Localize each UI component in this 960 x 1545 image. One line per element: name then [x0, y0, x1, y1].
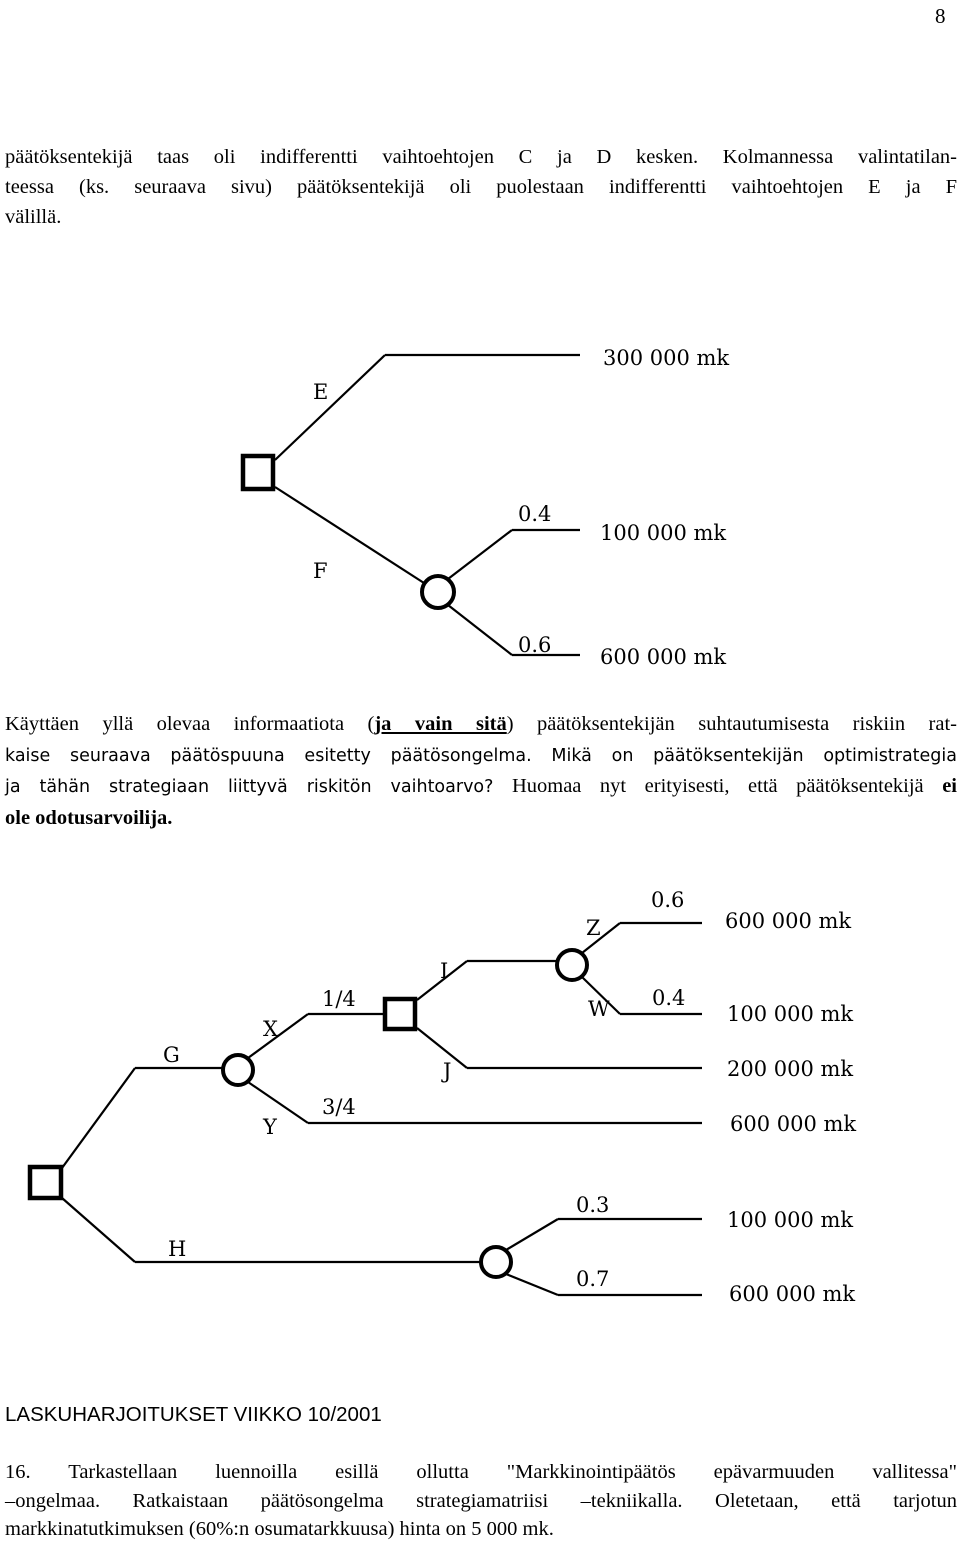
label-j: J [443, 1059, 452, 1083]
page-number: 8 [935, 4, 946, 28]
prob-h1: 0.3 [576, 1193, 610, 1217]
task-line-2 [5, 740, 957, 772]
prob-z: 0.6 [651, 888, 685, 912]
task-paragraph [5, 709, 957, 833]
label-h: H [168, 1237, 187, 1261]
chance-node-g [223, 1055, 253, 1085]
payoff-j: 200 000 mk [727, 1057, 854, 1081]
task-text-sans: Mikä on päätöksentekijän optimistrategia [531, 745, 957, 766]
label-w: W [588, 997, 610, 1021]
payoff-w: 100 000 mk [727, 1002, 854, 1026]
chance-node-h [481, 1247, 511, 1277]
exercise-line-3: markkinatutkimuksen (60%:n osumatarkkuusa) hinta on 5 000 mk. [5, 1518, 554, 1540]
intro-line-2: teessa (ks. seuraava sivu) päätöksentekijä oli puolestaan indifferentti vaihtoehtojen E ja F [5, 176, 957, 198]
prob-x: 1/4 [322, 987, 356, 1011]
label-g: G [163, 1043, 180, 1067]
prob-h2: 0.7 [576, 1267, 610, 1291]
task-line-3 [5, 771, 957, 803]
task-line-1 [5, 709, 957, 740]
task-line-4: ole odotusarvoilija. [5, 806, 173, 829]
payoff-e: 300 000 mk [603, 346, 730, 370]
intro-line-1: päätöksentekijä taas oli indifferentti vaihtoehtojen C ja D kesken. Kolmannessa valintatilan- [5, 146, 957, 168]
decision-node-root [30, 1167, 61, 1198]
exercise-line-1: 16. Tarkastellaan luennoilla esillä ollutta "Markkinointipäätös epävarmuuden vallitessa" [5, 1461, 957, 1483]
task-text-bold: ei [942, 775, 957, 797]
payoff-h1: 100 000 mk [727, 1208, 854, 1232]
task-text-sans: kaise seuraava päätöspuuna esitetty päätösongelma. [5, 745, 532, 766]
label-y: Y [263, 1115, 277, 1139]
payoff-f-low: 600 000 mk [600, 645, 727, 669]
label-f: F [313, 559, 328, 583]
label-z: Z [586, 916, 601, 940]
label-i: I [440, 959, 449, 983]
exercise-paragraph [5, 1458, 957, 1544]
task-text: ) päätöksentekijän suhtautumisesta riskiin rat- [506, 713, 957, 735]
task-text: Huomaa nyt erityisesti, että päätöksentekijä [493, 775, 943, 797]
label-x: X [263, 1017, 278, 1041]
task-text: Käyttäen yllä olevaa informaatiota ( [5, 713, 375, 735]
chance-node-1 [422, 576, 454, 608]
prob-w: 0.4 [652, 986, 686, 1010]
payoff-z: 600 000 mk [725, 909, 852, 933]
decision-node-1 [243, 456, 273, 489]
task-text-sans: ja tähän strategiaan liittyvä riskitön vaihtoarvo? [5, 777, 494, 797]
payoff-f-high: 100 000 mk [600, 521, 727, 545]
prob-0-4: 0.4 [518, 502, 552, 526]
payoff-h2: 600 000 mk [729, 1282, 856, 1306]
decision-node-2 [385, 999, 415, 1029]
section-heading: LASKUHARJOITUKSET VIIKKO 10/2001 [5, 1403, 382, 1426]
intro-line-3: välillä. [5, 206, 62, 228]
chance-node-i [557, 950, 587, 980]
emphasis-underlined: ja vain sitä [374, 713, 507, 735]
prob-y: 3/4 [322, 1095, 356, 1119]
prob-0-6: 0.6 [518, 633, 552, 657]
label-e: E [313, 380, 329, 404]
exercise-line-2: –ongelmaa. Ratkaistaan päätösongelma strategiamatriisi –tekniikalla. Oletetaan, että tarjotun [5, 1489, 957, 1512]
payoff-y: 600 000 mk [730, 1112, 857, 1136]
